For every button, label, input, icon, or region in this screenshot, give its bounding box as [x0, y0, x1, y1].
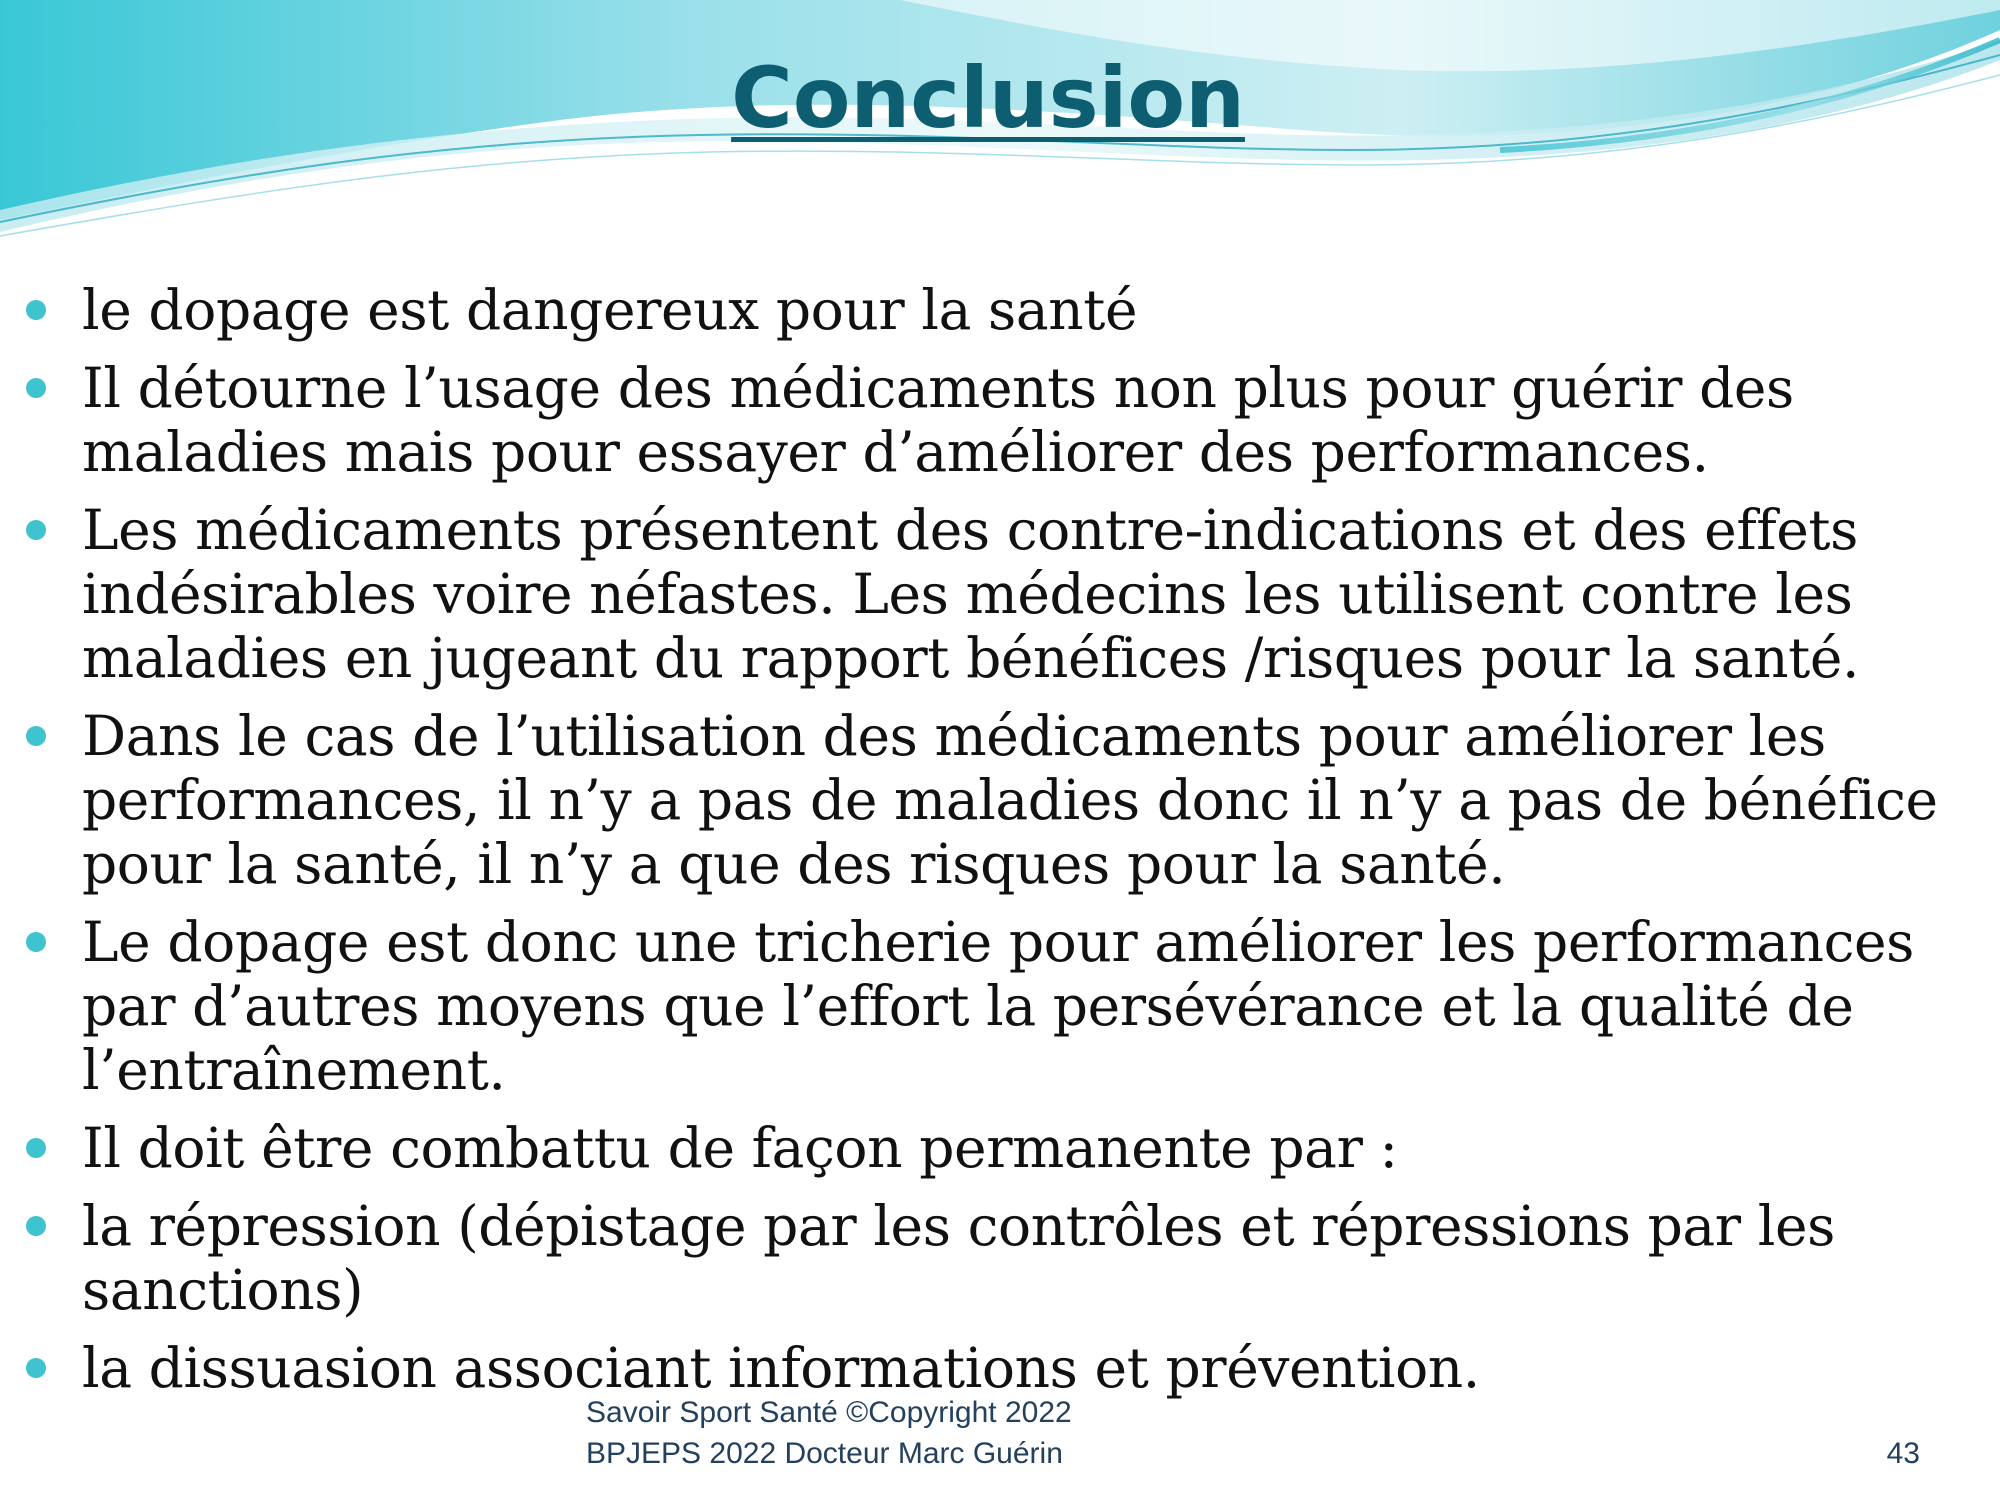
bullet-item: [0, 1336, 2000, 1400]
bullet-dot-icon: [26, 932, 46, 952]
bullet-item: [0, 278, 2000, 342]
bullet-dot-icon: [26, 1358, 46, 1378]
bullet-text: la répression (dépistage par les contrôles et répressions par les sanctions): [82, 1194, 1835, 1322]
bullet-item: [0, 498, 2000, 690]
bullet-text: Les médicaments présentent des contre-indications et des effets indésirables voire néfastes. Les médecins les utilisent contre les maladies en jugeant du rapport bénéfices /risques pour la santé.: [82, 498, 1860, 690]
bullet-item: [0, 910, 2000, 1102]
bullet-dot-icon: [26, 300, 46, 320]
bullet-text: Dans le cas de l’utilisation des médicaments pour améliorer les performances, il n’y a pas de maladies donc il n’y a pas de bénéfice pour la santé, il n’y a que des risques pour la santé.: [82, 704, 1938, 896]
footer-copyright: Savoir Sport Santé ©Copyright 2022: [586, 1396, 1072, 1429]
bullet-item: [0, 1194, 2000, 1322]
bullet-text: Il doit être combattu de façon permanente par :: [82, 1116, 1398, 1180]
slide-title: Conclusion: [731, 49, 1245, 147]
page-number: 43: [1886, 1437, 1920, 1470]
bullet-dot-icon: [26, 1216, 46, 1236]
bullet-dot-icon: [26, 1138, 46, 1158]
bullet-dot-icon: [26, 520, 46, 540]
bullet-item: [0, 356, 2000, 484]
bullet-list: [0, 278, 2000, 1414]
bullet-item: [0, 704, 2000, 896]
bullet-dot-icon: [26, 726, 46, 746]
bullet-text: Il détourne l’usage des médicaments non plus pour guérir des maladies mais pour essayer d’améliorer des performances.: [82, 356, 1794, 484]
bullet-dot-icon: [26, 378, 46, 398]
footer-text: [586, 1392, 1286, 1474]
bullet-text: Le dopage est donc une tricherie pour améliorer les performances par d’autres moyens que l’effort la persévérance et la qualité de l’entraînement.: [82, 910, 1914, 1102]
footer-author: BPJEPS 2022 Docteur Marc Guérin: [586, 1437, 1063, 1470]
bullet-text: le dopage est dangereux pour la santé: [82, 278, 1138, 342]
bullet-item: [0, 1116, 2000, 1180]
bullet-text: la dissuasion associant informations et prévention.: [82, 1336, 1480, 1400]
